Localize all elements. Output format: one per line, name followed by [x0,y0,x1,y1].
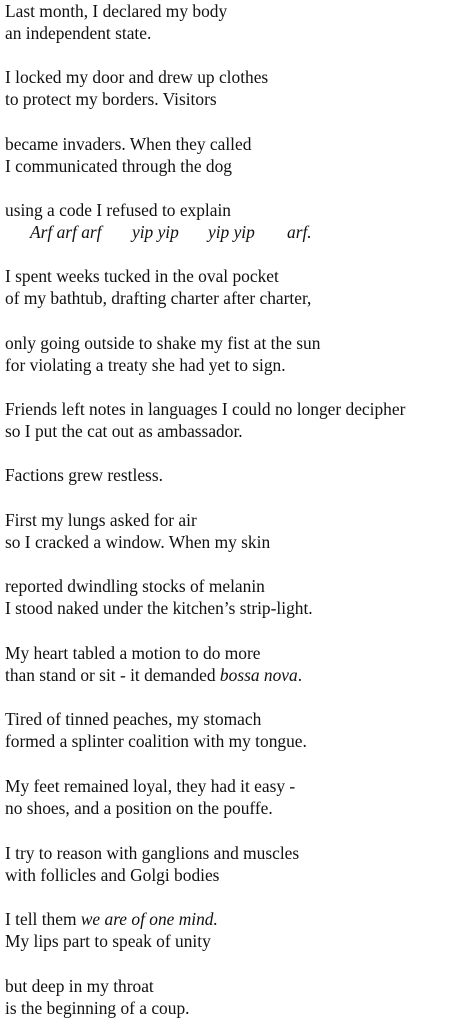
poem-line: I stood naked under the kitchen’s strip-light. [5,598,313,618]
poem-line-text: than stand or sit - it demanded [5,665,220,685]
poem-line [5,908,218,930]
dog-code-phrase: yip yip [132,222,179,242]
poem-line: is the beginning of a coup. [5,998,190,1018]
poem-line: an independent state. [5,23,152,43]
poem-line: so I put the cat out as ambassador. [5,421,243,441]
poem-line: so I cracked a window. When my skin [5,532,271,552]
poem-line-text: I tell them [5,909,81,929]
poem-line: My feet remained loyal, they had it easy - [5,776,296,796]
poem-line: no shoes, and a position on the pouffe. [5,798,273,818]
poem-emphasis: bossa nova [219,665,298,685]
poem-line: I try to reason with ganglions and muscles [5,843,300,863]
poem-line: to protect my borders. Visitors [5,89,217,109]
poem-line: I communicated through the dog [5,156,232,176]
dog-code-phrase: Arf arf arf [30,222,102,242]
poem-line: for violating a treaty she had yet to sign. [5,355,286,375]
poem-line-text: . [297,665,303,685]
poem-line: I spent weeks tucked in the oval pocket [5,266,279,286]
poem-line: but deep in my throat [5,976,154,996]
poem-line: with follicles and Golgi bodies [5,865,220,885]
poem-line: Friends left notes in languages I could no longer decipher [5,399,406,419]
poem-line: formed a splinter coalition with my tongue. [5,731,307,751]
poem-line: My lips part to speak of unity [5,931,211,951]
poem-emphasis: we are of one mind. [80,909,218,929]
poem-line: My heart tabled a motion to do more [5,643,261,663]
poem-line: Last month, I declared my body [5,1,228,21]
poem-line: reported dwindling stocks of melanin [5,576,265,596]
poem-line: I locked my door and drew up clothes [5,67,269,87]
poem-line: became invaders. When they called [5,134,252,154]
dog-code-phrase: arf. [287,222,312,242]
poem-line: Tired of tinned peaches, my stomach [5,709,262,729]
poem-line: First my lungs asked for air [5,510,197,530]
poem-line: Factions grew restless. [5,465,163,485]
dog-code-phrase: yip yip [208,222,255,242]
poem-line: only going outside to shake my fist at the sun [5,333,321,353]
poem-line [5,664,302,686]
poem-line: of my bathtub, drafting charter after charter, [5,288,312,308]
poem-line: using a code I refused to explain [5,200,232,220]
